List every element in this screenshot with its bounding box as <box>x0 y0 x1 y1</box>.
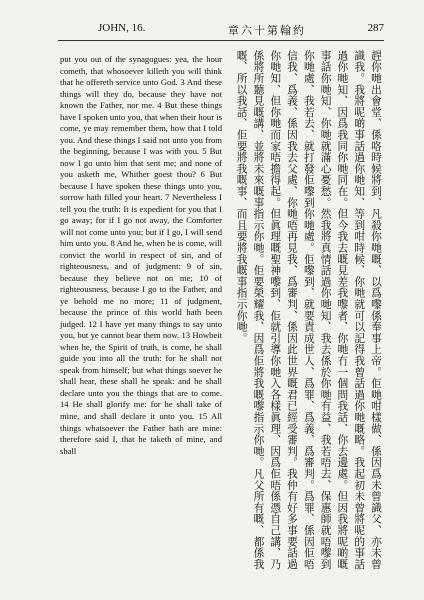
chinese-passage: 趕你哋出會堂、係咯時候將到、凡殺你哋嘅、以爲嚟係奉事上帝。佢哋咁樣做、係因爲未曾識父、亦未曾識我。我將呢啲事話過你哋知、等到咁時候、你哋就可以記得我曾話過你哋嘅略。我起初未曾將呢的事話過你哋知、因爲我同你哋同在。但今我去嘅見差我嚟者、你哋冇一個問我話、你去邊處。但因我將呢啲嘅事話你哋知、你哋就滿心憂愁。然我將真情話過你哋知、我去係於你哋有益、我若唔去、保惠師就唔嚟到你哋處、我若去、就打發佢嚟到你哋處。佢嚟到、就要責成世人、爲罪、爲義、爲審判。爲罪、係因佢唔信我、爲義、係因我去父處、你哋唔再見我、爲審判、係因此世界嘅君已經受審判。我仲有好多事要話過你哋知、但你哋而家唔擔得起。但眞理嘅聖神嚟到、佢就引導你哋入各樣眞理、因爲佢唔係憑自己講、乃係將所聽見嘅講、並將未來嘅事指示你哋。佢要榮耀我、因爲佢將我嘅嚟指示你哋。凡父所有嘅、都係我嘅、所以我話、佢要將我嘅事、而且要將我嘅事指示你哋。 <box>235 50 383 570</box>
chinese-text-column <box>230 50 384 570</box>
english-text-column <box>60 54 222 457</box>
book-title: JOHN, 16. <box>98 22 146 34</box>
page-number: 287 <box>367 22 384 34</box>
chinese-chapter-title: 章六十第翰約 <box>228 25 306 37</box>
page-header <box>58 22 384 40</box>
header-rule <box>58 40 384 41</box>
english-passage: put you out of the synagogues: yea, the hour cometh, that whosoever killeth you will think that he offereth service unto God. 3 And these things will they do, because they have not known the Father, nor me. 4 But these things have I spoken unto you, that when their hour is come, ye may remember them, how that I told you. And these things I said not unto you from the beginning, because I was with you. 5 But now I go unto him that sent me; and none of you asketh me, Whither goest thou? 6 But because I have spoken these things unto you, sorrow hath filled your heart. 7 Nevertheless I tell you the truth: It is expedient for you that I go away; for if I go not away, the Comforter will not come unto you; but if I go, I will send him unto you. 8 And he, when he is come, will convict the world in respect of sin, and of righteousness, and of judgment: 9 of sin, because they believe not on me; 10 of righteousness, because I go to the Father, and ye behold me no more; 11 of judgment, because the prince of this world hath been judged. 12 I have yet many things to say unto you, but ye cannot bear them now. 13 Howbeit when he, the Spirit of truth, is come, he shall guide you into all the truth: for he shall not speak from himself; but what things soever he shall hear, these shall he speak: and he shall declare unto you the things that are to come. 14 He shall glorify me: for he shall take of mine, and shall declare it unto you. 15 All things whatsoever the Father hath are mine: therefore said I, that he taketh of mine, and shall <box>60 54 222 456</box>
